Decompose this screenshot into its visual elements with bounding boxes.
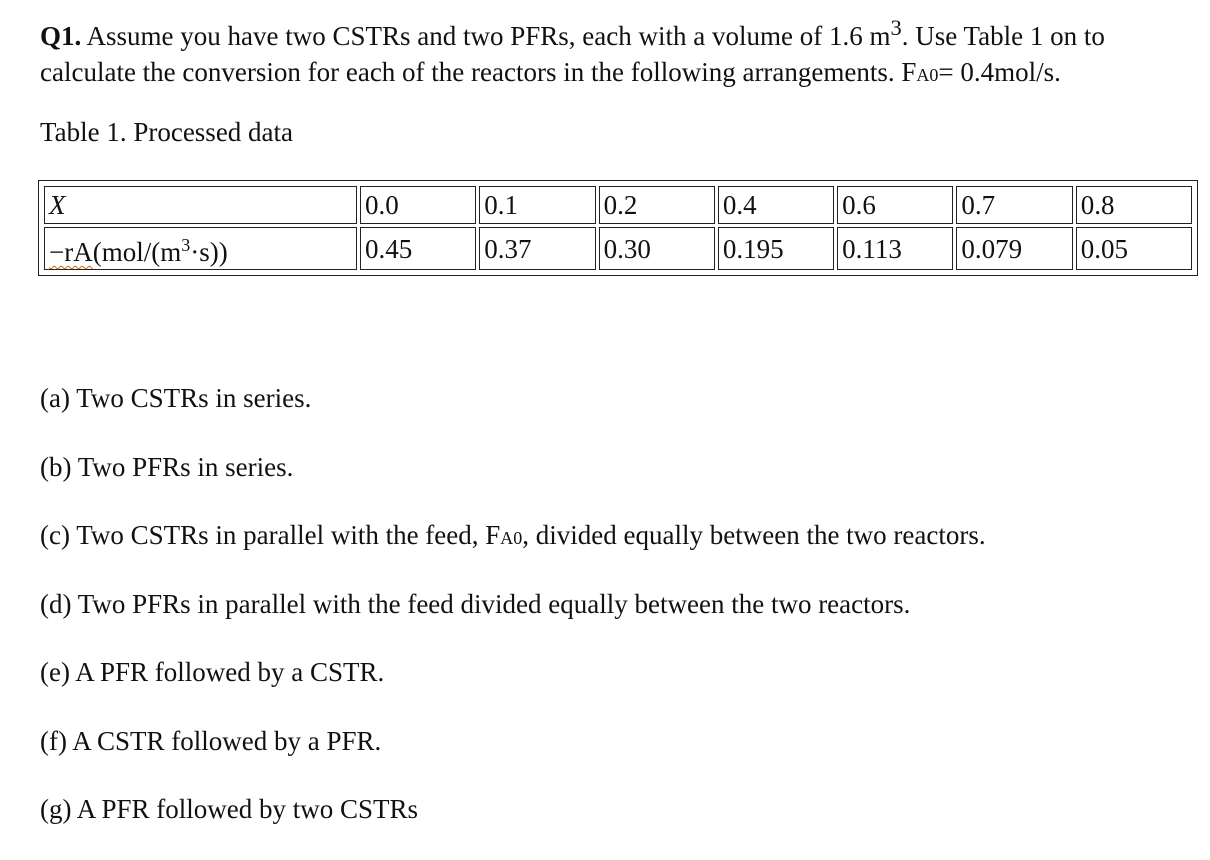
- table-cell: 0.079: [956, 227, 1072, 270]
- fa0-subscript: A0: [500, 528, 523, 548]
- fa0-subscript: A0: [916, 65, 939, 85]
- part-g: (g) A PFR followed by two CSTRs: [40, 794, 419, 824]
- table-cell: 0.05: [1076, 227, 1192, 270]
- part-f: (f) A CSTR followed by a PFR.: [40, 725, 382, 756]
- processed-data-table: [41, 183, 1195, 273]
- table-cell: 0.1: [479, 186, 595, 224]
- volume-unit-superscript: 3: [890, 15, 902, 40]
- table-cell: 0.8: [1076, 186, 1192, 224]
- question-number: Q1.: [40, 21, 82, 51]
- question-body-2: . Use Table 1 on to calculate the conversion for each of the reactors in the following arrangements. F: [40, 21, 1105, 87]
- part-a: (a) Two CSTRs in series.: [40, 383, 312, 413]
- part-d: (d) Two PFRs in parallel with the feed divided equally between the two reactors.: [40, 588, 911, 619]
- table-cell: 0.4: [718, 186, 834, 224]
- table-cell: 0.0: [360, 186, 476, 224]
- question-body-1: Assume you have two CSTRs and two PFRs, each with a volume of 1.6 m: [81, 21, 891, 51]
- question-parts-list: [40, 380, 986, 860]
- part-c: (c) Two CSTRs in parallel with the feed, FA0, divided equally between the two reactors.: [40, 520, 986, 550]
- table-cell: 0.37: [479, 227, 595, 270]
- table-cell: 0.113: [837, 227, 953, 270]
- table-row-conversion: [44, 186, 1192, 224]
- table-cell-x-label: X: [44, 186, 357, 224]
- table-cell: 0.6: [837, 186, 953, 224]
- part-b: (b) Two PFRs in series.: [40, 451, 294, 482]
- part-e: (e) A PFR followed by a CSTR.: [40, 657, 385, 687]
- table-cell-rate-label: $-rA(mol/(m^3\cdot s))$: [44, 227, 357, 270]
- data-table-frame: [38, 180, 1198, 276]
- table-cell: 0.45: [360, 227, 476, 270]
- fa0-value: = 0.4mol/s.: [938, 57, 1061, 87]
- table-caption: Table 1. Processed data: [40, 117, 294, 147]
- table-row-rate: [44, 227, 1192, 270]
- table-cell: 0.2: [599, 186, 715, 224]
- rate-symbol: −rA: [49, 237, 93, 267]
- table-cell: 0.7: [956, 186, 1072, 224]
- question-text: [40, 10, 1200, 93]
- table-cell: 0.195: [718, 227, 834, 270]
- table-cell: 0.30: [599, 227, 715, 270]
